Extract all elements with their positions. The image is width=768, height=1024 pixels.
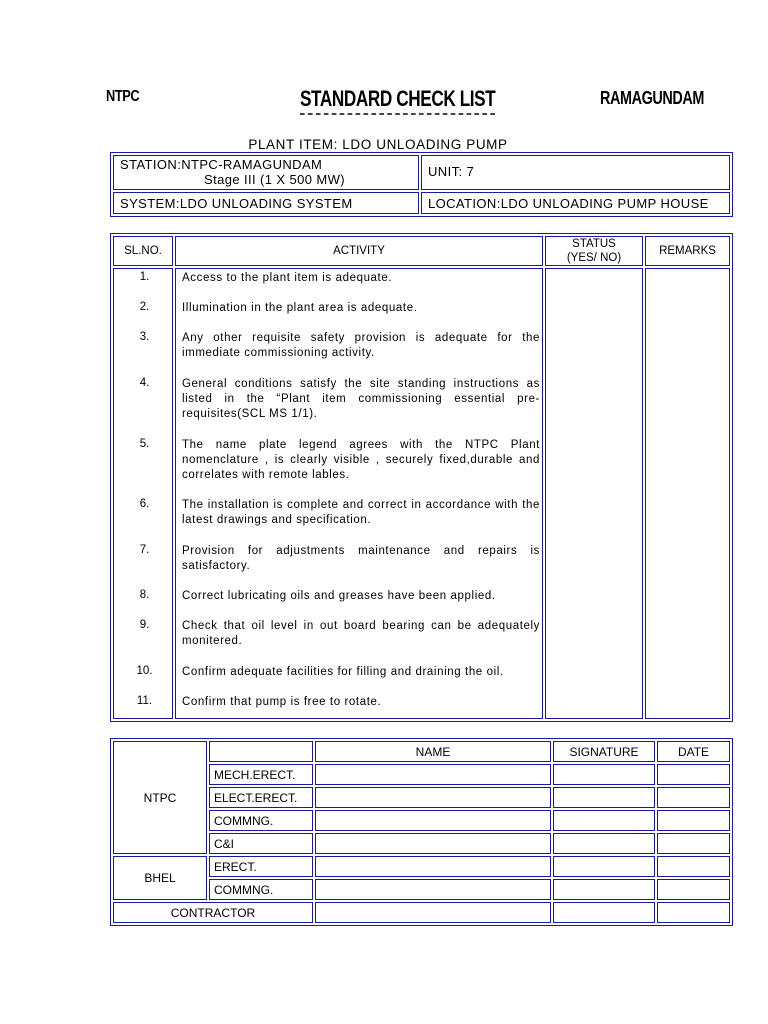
bhel-label: BHEL [113, 856, 207, 900]
checklist-table [110, 233, 733, 722]
item-activity: Provision for adjustments maintenance and repairs is satisfactory. [182, 545, 540, 572]
ntpc-label: NTPC [113, 741, 207, 854]
name-field[interactable] [315, 833, 551, 854]
activity-header: ACTIVITY [175, 236, 543, 266]
unit-cell: UNIT: 7 [421, 155, 730, 190]
signature-field[interactable] [553, 810, 655, 831]
status-column[interactable] [545, 268, 643, 719]
station-cell: STATION:NTPC-RAMAGUNDAM Stage III (1 X 500 MW) [113, 155, 419, 190]
item-number: 5. [139, 438, 150, 450]
item-activity: Access to the plant item is adequate. [182, 272, 393, 284]
contractor-label: CONTRACTOR [113, 902, 313, 923]
remarks-column[interactable] [645, 268, 730, 719]
item-activity: The installation is complete and correct in accordance with the latest drawings and specification. [182, 499, 540, 526]
item-activity: Confirm that pump is free to rotate. [182, 696, 382, 708]
signature-field[interactable] [553, 856, 655, 877]
item-number: 3. [139, 331, 150, 343]
name-field[interactable] [315, 810, 551, 831]
date-field[interactable] [657, 810, 730, 831]
signature-field[interactable] [553, 879, 655, 900]
role-bhel-commng: COMMNG. [209, 879, 313, 900]
role-c-and-i: C&I [209, 833, 313, 854]
name-field[interactable] [315, 879, 551, 900]
slno-column [113, 268, 173, 719]
signature-field[interactable] [553, 787, 655, 808]
signoff-table [110, 738, 733, 926]
item-activity: Confirm adequate facilities for filling and draining the oil. [182, 666, 504, 678]
plant-item-title: PLANT ITEM: LDO UNLOADING PUMP [248, 137, 508, 152]
header-ntpc: NTPC [106, 88, 140, 105]
item-activity: The name plate legend agrees with the NTPC Plant nomenclature , is clearly visible , securely fixed,durable and correlates with remote lables. [182, 439, 540, 481]
signature-field[interactable] [553, 833, 655, 854]
item-number: 1. [139, 271, 150, 283]
role-commng: COMMNG. [209, 810, 313, 831]
location-cell: LOCATION:LDO UNLOADING PUMP HOUSE [421, 192, 730, 214]
item-number: 4. [139, 377, 150, 389]
signature-field[interactable] [553, 764, 655, 785]
date-field[interactable] [657, 856, 730, 877]
remarks-header: REMARKS [645, 236, 730, 266]
document-title: STANDARD CHECK LIST [300, 86, 495, 115]
role-bhel-erect: ERECT. [209, 856, 313, 877]
item-activity: Check that oil level in out board bearing can be adequately monitered. [182, 620, 540, 647]
name-field[interactable] [315, 764, 551, 785]
item-number: 8. [139, 589, 150, 601]
date-field[interactable] [657, 902, 730, 923]
name-field[interactable] [315, 902, 551, 923]
date-field[interactable] [657, 879, 730, 900]
name-field[interactable] [315, 856, 551, 877]
item-number: 7. [139, 544, 150, 556]
name-field[interactable] [315, 787, 551, 808]
station-info-table [110, 152, 733, 217]
item-number: 2. [139, 301, 150, 313]
status-header: STATUS (YES/ NO) [545, 236, 643, 266]
date-header: DATE [657, 741, 730, 762]
role-mech-erect: MECH.ERECT. [209, 764, 313, 785]
item-number: 6. [139, 498, 150, 510]
activity-column [175, 268, 543, 719]
system-cell: SYSTEM:LDO UNLOADING SYSTEM [113, 192, 419, 214]
date-field[interactable] [657, 764, 730, 785]
item-activity: Correct lubricating oils and greases have been applied. [182, 590, 496, 602]
item-activity: Illumination in the plant area is adequate. [182, 302, 418, 314]
header-ramagundam: RAMAGUNDAM [600, 88, 704, 108]
item-number: 11. [136, 695, 153, 707]
role-elect-erect: ELECT.ERECT. [209, 787, 313, 808]
signature-field[interactable] [553, 902, 655, 923]
slno-header: SL.NO. [113, 236, 173, 266]
date-field[interactable] [657, 833, 730, 854]
item-number: 9. [139, 619, 150, 631]
date-field[interactable] [657, 787, 730, 808]
blank-header [209, 741, 313, 762]
item-activity: General conditions satisfy the site standing instructions as listed in the “Plant item commissioning essential pre-requisites(SCL MS 1/1). [182, 378, 540, 420]
item-activity: Any other requisite safety provision is adequate for the immediate commissioning activity. [182, 332, 540, 359]
name-header: NAME [315, 741, 551, 762]
item-number: 10. [136, 665, 153, 677]
signature-header: SIGNATURE [553, 741, 655, 762]
